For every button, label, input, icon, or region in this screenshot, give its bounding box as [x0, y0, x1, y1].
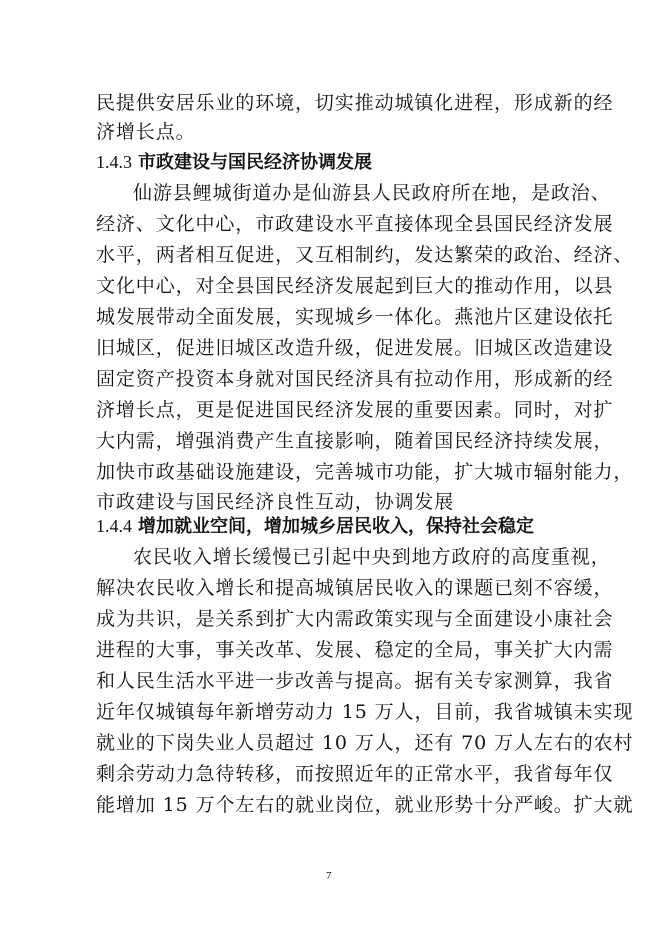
heading-title: 市政建设与国民经济协调发展	[138, 152, 372, 173]
paragraph-line: 济增长点，更是促进国民经济发展的重要因素。同时，对扩	[96, 399, 614, 421]
paragraph-line: 大内需，增强消费产生直接影响，随着国民经济持续发展，	[96, 430, 614, 452]
paragraph-line: 解决农民收入增长和提高城镇居民收入的课题已刻不容缓，	[96, 577, 614, 599]
heading-number: 1.4.3	[96, 152, 132, 172]
paragraph-line: 剩余劳动力急待转移，而按照近年的正常水平，我省每年仅	[96, 763, 614, 785]
paragraph-line: 固定资产投资本身就对国民经济具有拉动作用，形成新的经	[96, 368, 614, 390]
paragraph-line: 民提供安居乐业的环境，切实推动城镇化进程，形成新的经	[96, 92, 614, 114]
paragraph-line: 水平，两者相互促进，又互相制约，发达繁荣的政治、经济、	[96, 244, 634, 266]
paragraph-line: 经济、文化中心，市政建设水平直接体现全县国民经济发展	[96, 213, 614, 235]
paragraph-line: 旧城区，促进旧城区改造升级，促进发展。旧城区改造建设	[96, 337, 614, 359]
paragraph-line: 市政建设与国民经济良性互动，协调发展	[96, 491, 455, 513]
heading-1-4-3	[96, 150, 372, 175]
paragraph-line: 和人民生活水平进一步改善与提高。据有关专家测算，我省	[96, 670, 614, 692]
paragraph-line: 城发展带动全面发展，实现城乡一体化。燕池片区建设依托	[96, 306, 614, 328]
paragraph-line: 近年仅城镇每年新增劳动力 15 万人，目前，我省城镇未实现	[96, 701, 634, 723]
page-number: 7	[326, 870, 332, 882]
heading-number: 1.4.4	[96, 516, 132, 536]
heading-title: 增加就业空间，增加城乡居民收入，保持社会稳定	[138, 516, 534, 537]
paragraph-line: 进程的大事，事关改革、发展、稳定的全局，事关扩大内需	[96, 639, 614, 661]
paragraph-line: 就业的下岗失业人员超过 10 万人，还有 70 万人左右的农村	[96, 732, 634, 754]
paragraph-line: 济增长点。	[96, 121, 196, 143]
heading-1-4-4	[96, 514, 534, 539]
paragraph-line: 文化中心，对全县国民经济发展起到巨大的推动作用，以县	[96, 275, 614, 297]
paragraph-line: 成为共识，是关系到扩大内需政策实现与全面建设小康社会	[96, 608, 614, 630]
paragraph-line: 仙游县鲤城街道办是仙游县人民政府所在地，是政治、	[133, 182, 611, 204]
paragraph-line: 能增加 15 万个左右的就业岗位，就业形势十分严峻。扩大就	[96, 794, 634, 816]
paragraph-line: 农民收入增长缓慢已引起中央到地方政府的高度重视，	[133, 546, 611, 568]
paragraph-line: 加快市政基础设施建设，完善城市功能，扩大城市辐射能力，	[96, 461, 634, 483]
